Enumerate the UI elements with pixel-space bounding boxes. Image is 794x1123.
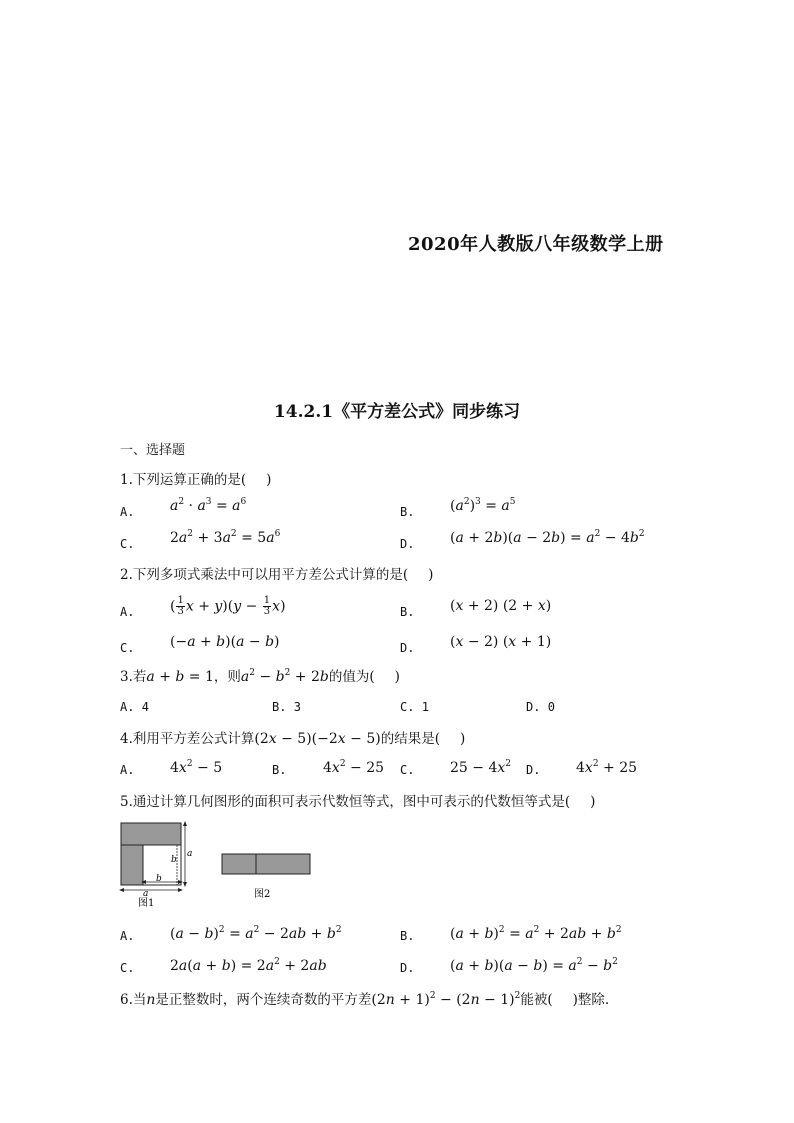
option-letter: C. [400, 700, 415, 714]
question-6-end: 能被( [520, 992, 553, 1008]
figure-1-inner-square [143, 845, 181, 885]
figure-1-shaded-left [121, 845, 143, 885]
q1-option-d [400, 533, 414, 552]
q3-math-1: a + b = 1 [146, 669, 214, 685]
q2-option-a-math: ( $\frac{1}{3}$ x + y)(y − $\frac{1}{3}$ x) [170, 595, 286, 617]
q1-option-c-math: $2a^2 + 3a^2 = 5a^6$ [170, 529, 281, 546]
q5-option-a: A. [120, 929, 135, 943]
q2-option-c [120, 637, 134, 656]
q4-option-b: B. [272, 763, 287, 777]
q6-math: $(2n + 1)^2 - (2n - 1)^2$ [371, 991, 521, 1008]
q2-option-a [120, 601, 134, 620]
figure-1-label-a-bottom: a [143, 889, 149, 899]
figure-1-shaded-top [121, 823, 181, 845]
question-3-text: 3.若 [120, 669, 147, 685]
q3-option-a [120, 700, 149, 714]
question-3-mid: ，则 [213, 669, 241, 685]
section-heading: 一、选择题 [120, 443, 186, 458]
q2-option-b-math: (x + 2) (2 + x) [450, 598, 552, 614]
question-6-close: )整除. [572, 992, 610, 1008]
q5-option-c-math: $2a(a + b) = 2a^2 + 2ab$ [170, 957, 327, 974]
figure-1-label-b-side: b [171, 855, 177, 865]
figure-1-label-a-side: a [187, 849, 193, 859]
q5-option-b: B. [400, 929, 415, 943]
figure-2-caption: 图2 [254, 889, 271, 900]
question-3-stem [120, 665, 400, 685]
option-letter: B. [400, 505, 415, 519]
document-subtitle: 14.2.1《平方差公式》同步练习 [273, 402, 521, 422]
question-5-stem [120, 790, 595, 810]
q4-option-b-math: $4x^2 - 25$ [323, 759, 385, 776]
question-6-text: 6.当 [120, 992, 147, 1008]
q4-option-d-math: $4x^2 + 25$ [576, 759, 638, 776]
q1-option-a [120, 501, 134, 520]
q2-option-b [400, 601, 414, 620]
q3-option-b [272, 700, 301, 714]
question-1-stem [120, 468, 271, 488]
q5-option-d-math: $(a + b)(a - b) = a^2 - b^2$ [450, 957, 618, 974]
question-1-close: ) [266, 472, 272, 488]
option-text: 0 [547, 700, 555, 714]
question-6-stem [120, 988, 609, 1008]
option-text: 4 [141, 700, 149, 714]
q2-option-c-math: (−a + b)(a − b) [170, 634, 280, 650]
option-letter: C. [120, 537, 135, 551]
q1-option-b [400, 501, 414, 520]
option-letter: C. [120, 641, 135, 655]
figure-1-caption: 图1 [138, 898, 155, 909]
option-letter: D. [400, 641, 415, 655]
question-5-text: 5.通过计算几何图形的面积可表示代数恒等式，图中可表示的代数恒等式是( [120, 794, 571, 810]
question-6-mid: 是正整数时，两个连续奇数的平方差 [155, 992, 372, 1008]
option-letter: A. [120, 605, 135, 619]
option-letter: D. [400, 537, 415, 551]
question-2-text: 2.下列多项式乘法中可以用平方差公式计算的是( [120, 567, 409, 583]
q4-option-a: A. [120, 763, 135, 777]
q2-option-d [400, 637, 414, 656]
q2-option-d-math: (x − 2) (x + 1) [450, 634, 552, 650]
question-5-close: ) [590, 794, 596, 810]
question-1-text: 1.下列运算正确的是( [120, 472, 247, 488]
question-3-end: 的值为( [328, 669, 375, 685]
q4-option-c: C. [400, 763, 415, 777]
q3-math-2: $a^2 - b^2 + 2b$ [240, 668, 329, 685]
q1-option-b-math: $(a^2)^3 = a^5$ [450, 497, 516, 514]
q5-option-c: C. [120, 961, 135, 975]
option-letter: B. [272, 700, 287, 714]
question-4-stem [120, 727, 465, 747]
question-4-close: ) [459, 731, 466, 747]
document-header-title: 2020年人教版八年级数学上册 [408, 234, 664, 255]
question-2-stem [120, 563, 433, 583]
q1-option-a-math: $a^2 \cdot a^3 = a^6$ [170, 497, 247, 514]
q3-option-c [400, 700, 429, 714]
question-4-text: 4.利用平方差公式计算 [120, 731, 255, 747]
figure-1-label-b-bottom: b [156, 874, 162, 884]
q4-option-d: D. [526, 763, 541, 777]
q6-var-n: n [146, 992, 156, 1008]
q5-option-b-math: $(a + b)^2 = a^2 + 2ab + b^2$ [450, 925, 622, 942]
option-text: 3 [293, 700, 301, 714]
question-4-end: 的结果是( [380, 731, 440, 747]
option-text: 1 [421, 700, 429, 714]
q4-option-a-math: $4x^2 - 5$ [170, 759, 223, 776]
q3-option-d [526, 700, 555, 714]
figure-1 [119, 821, 192, 909]
q4-option-c-math: $25 - 4x^2$ [450, 759, 511, 776]
option-letter: A. [120, 505, 135, 519]
q5-option-a-math: $(a - b)^2 = a^2 - 2ab + b^2$ [170, 925, 342, 942]
question-2-close: ) [428, 567, 434, 583]
question-5-figure [112, 818, 332, 914]
option-letter: B. [400, 605, 415, 619]
question-3-close: ) [394, 669, 400, 685]
figure-2 [222, 854, 310, 900]
option-letter: A. [120, 700, 135, 714]
q4-math: (2x − 5)(−2x − 5) [254, 731, 381, 747]
q1-option-c [120, 533, 134, 552]
q5-option-d: D. [400, 961, 415, 975]
q1-option-d-math: $(a + 2b)(a - 2b) = a^2 - 4b^2$ [450, 529, 645, 546]
option-letter: D. [526, 700, 541, 714]
